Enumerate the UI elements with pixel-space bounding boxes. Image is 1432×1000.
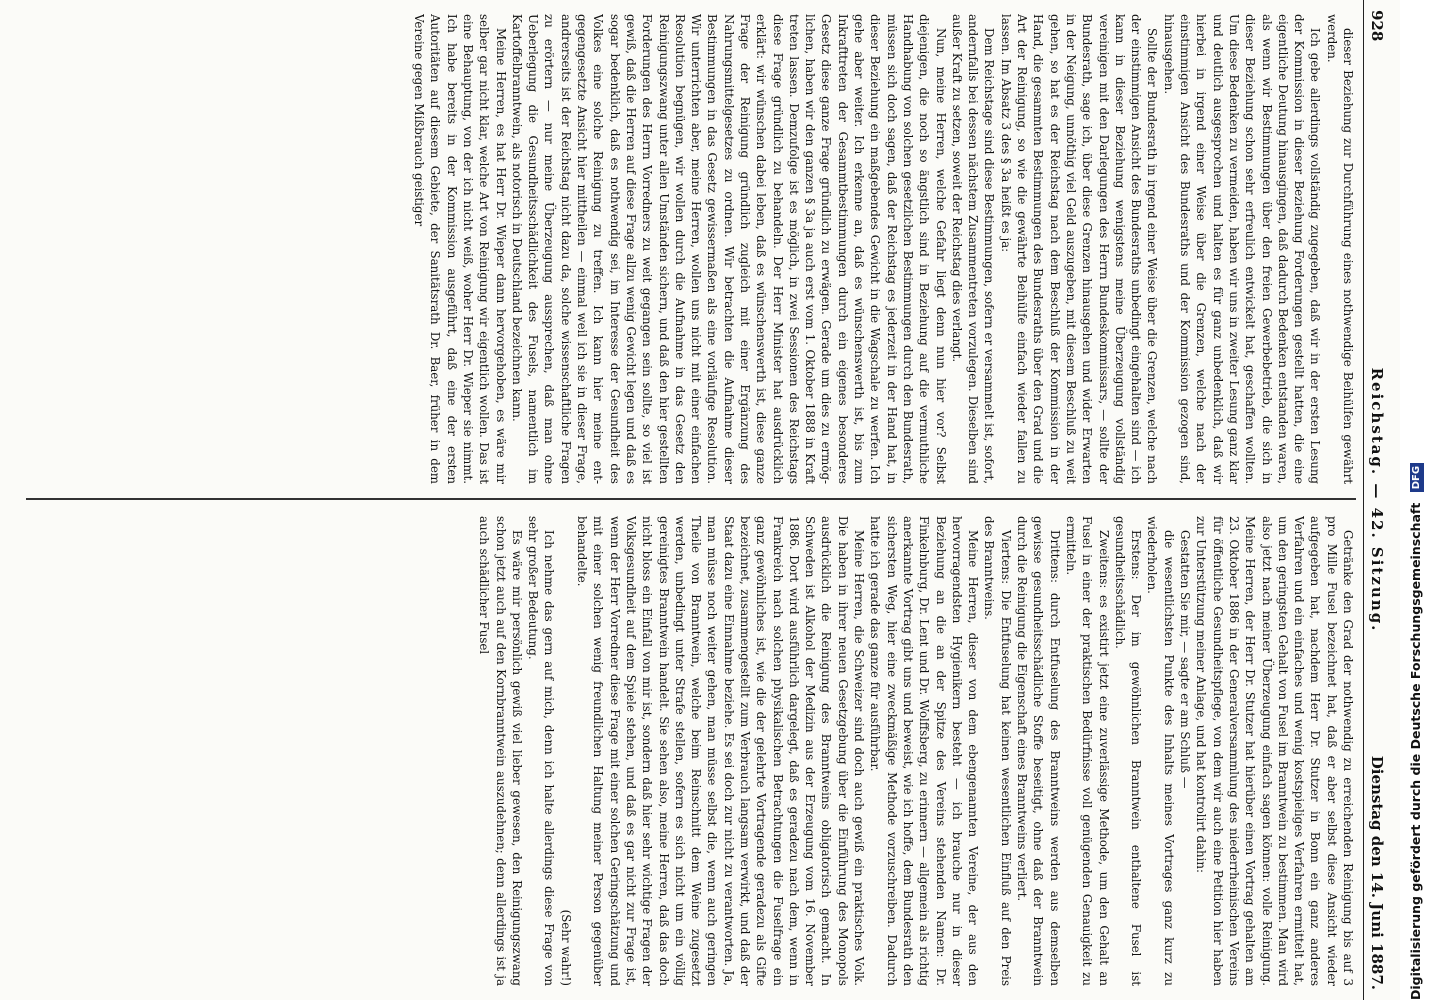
paragraph: Meine Herren, die Schweizer sind doch auch gewiß ein praktisches Volk. Die haben in ihrer neuen Gesetzgebung über die Einführung des Monopols ausdrücklich die Reinigung des Branntweins obligatorisch gemacht. In Schweden ist Alkohol der Medizin aus der Erzeugung vom 16. November 1886. Dort wird ausführlich dargelegt, daß es geradezu nach dem, wenn in Frankreich nach solchen physikalischen Betrachtungen die Fuselfrage ein ganz gewöhnliches ist, wie die der gelehrte Vortragende geradezu als Gifte bezeichnet, zusammengestellt zum Verbrauch langsam verwirkt, und daß der Staat dazu eine Einnahme beziehe. Es sei doch zur nicht zu verantworten. Ja, man müsse noch weiter gehen, man müsse selbst die, wenn auch geringen Theile von Branntwein, welche beim Reinschnitt dem Weine zugesetzt werden, unbedingt unter Strafe stellen, sofern es sich nicht um ein völlig gereinigtes Branntwein handelt. Sie sehen also, meine Herren, daß das doch nicht bloss ein Einfall von mir ist, sondern daß hier sehr wichtige Fragen der Volksgesundheit auf dem Spiele stehen, und daß es gar nicht zur Frage ist, wenn der Herr Vorredner diese Frage mit einer solchen Geringschätzung und mit einer solchen wenig freundlichen Haltung meiner Person gegenüber behandelte. [575, 516, 867, 986]
paragraph: Drittens: durch Entfuselung des Branntweins werden aus demselben gewisse gesundheitsschädliche Stoffe beseitigt, ohne daß der Branntwein durch die Reinigung die Eigenschaft eines Branntweins verliert. [1015, 516, 1062, 986]
page-date: Dienstag den 14. Juni 1887. [1368, 755, 1386, 990]
left-column [26, 14, 1356, 484]
notice-text: Digitalisierung gefördert durch die Deutsche Forschungsgemeinschaft [1408, 502, 1423, 1000]
dfg-logo: DFG [1410, 463, 1424, 492]
paragraph: Meine Herren, es hat Herr Dr. Wieper dann hervorgehoben, es wäre mir selber gar nicht klar, welche Art von Reinigung wir eigentlich wollen. Das ist eine Behauptung, von der ich nicht weiß, woher Herr Dr. Wieper sie nimmt. Ich habe bereits in der Kommission ausgeführt, daß eine der ersten Autoritäten auf diesem Gebiete, der Sanitätsrath Dr. Baer, früher in dem Vereine gegen Mißbrauch geistiger [412, 14, 508, 484]
right-column [26, 516, 1356, 986]
paragraph: Sollte der Bundesrath in irgend einer Weise über die Grenzen, welche nach der einstimmigen Ansicht des Bundesraths unbedingt eingehalten sind — ich kann in dieser Beziehung wenigstens meine Überzeugung vollständig vereinigen mit den Darlegungen des Herrn Bundeskommissars, — sollte der Bundesrath, sage ich, über diese Grenzen hinausgehen und wider Erwarten in der Neigung, unnöthig viel Geld auszugeben, mit diesem Beschluß zu weit gehen, so hat es der Reichstag nach dem Beschluß der Kommission in der Hand, die gesammten Bestimmungen des Bundesraths über den Grad und die Art der Reinigung, so wie die gewährte Beihülfe einfach wieder fallen zu lassen. Im Absatz 3 des § 3a heißt es ja: [998, 14, 1160, 484]
paragraph: Zweitens: es existirt jetzt eine zuverlässige Methode, um den Gehalt an Fusel in einer der praktischen Bedürfnisse voll genügenden Genauigkeit zu ermitteln. [1063, 516, 1111, 986]
paragraph: Erstens: Der im gewöhnlichen Branntwein enthaltene Fusel ist gesundheitsschädlich. [1112, 516, 1144, 986]
page-title: Reichstag. — 42. Sitzung. [1368, 367, 1386, 633]
page-number: 928 [1368, 10, 1386, 42]
paragraph: Dem Reichstage sind diese Bestimmungen, sofern er versammelt ist, sofort, andernfalls bei dessen nächstem Zusammentreten vorzulegen. Dieselben sind außer Kraft zu setzen, soweit der Reichstag dies verlangt. [949, 14, 997, 484]
paragraph: Nun, meine Herren, welche Gefahr liegt denn nun hier vor? Selbst diejenigen, die noch so ängstlich sind in Beziehung auf die vermuthliche Handhabung von solchen gesetzlichen Bestimmungen durch den Bundesrath, müssen sich doch sagen, daß der Reichstag es jederzeit in der Hand hat, in dieser Beziehung ein maßgebendes Gewicht in die Wagschale zu werfen. Ich gehe aber weiter. Ich erkenne an, daß es wünschenswerth ist, bis zum Inkrafttreten der Gesammtbestimmungen durch ein eigenes besonderes Gesetz diese ganze Frage gründlich zu erwägen. Gerade um dies zu ermöglichen, haben wir den ganzen § 3a ja auch erst vom 1. Oktober 1888 in Kraft treten lassen. Demzufolge ist es möglich, in zwei Sessionen des Reichstags diese Frage gründlich zu behandeln. Der Herr Minister hat ausdrücklich erklärt: wir wünschen dabei leben, daß es wünschenswerth ist, diese ganze Frage der Reinigung gründlich zugleich mit einer Ergänzung des Nahrungsmittelgesetzes zu ordnen. Wir betrachten die Aufnahme dieser Bestimmungen in das Gesetz gewissermaßen als eine vorläufige Resolution. Wir unterrichten aber, meine Herren, wollen uns nicht mit einer einfachen Resolution begnügen, wir wollen durch die Aufnahme in das Gesetz den Reinigungszwang unter allen Umständen sichern, und daß den hier gestellten Forderungen des Herrn Vorredners zu weit gegangen sein sollte, so viel ist gewiß, daß die Herren auf diese Frage allzu wenig Gewicht legen und daß es sogar bedenklich, daß es nothwendig sei, im Interesse der Gesundheit des Volkes eine solche Reinigung zu treffen. Ich kann hier meine entgegengesetzte Ansicht hier mittheilen — einmal weil ich sie in dieser Frage, andrerseits ist der Reichstag nicht dazu da, solche wissenschaftliche Fragen zu erörtern — nur meine Überzeugung aussprechen, daß man ohne Ueberlegung die Gesundheitsschädlichkeit des Fusels, namentlich im Kartoffelbranntwein, als notorisch in Deutschland bezeichnen kann. [509, 14, 948, 484]
paragraph: Viertens: Die Entfuselung hat keinen wesentlichen Einfluß auf den Preis des Branntweins. [982, 516, 1013, 986]
column-divider [26, 498, 1356, 500]
paragraph: Ich gebe allerdings vollständig zugegeben, daß wir in der ersten Lesung der Kommission in dieser Beziehung Forderungen gestellt hatten, die eine eigentliche Deutung hinausgingen, daß dadurch Bedenken entstanden waren, als wenn wir Bestimmungen über den freien Gewerbebetrieb, die sich in dieser Beziehung schon sehr erfreulich entwickelt hat, geschaffen wollten. Um diese Bedenken zu vermeiden, haben wir uns in zweiter Lesung ganz klar und deutlich ausgesprochen und halten es für ganz unbedenklich, daß wir hierbei in irgend einer Weise über die Grenzen, welche nach der einstimmigen Ansicht des Bundesraths und der Kommission gezogen sind, hinausgehen. [1161, 14, 1323, 484]
paragraph: dieser Beziehung zur Durchführung eines nothwendige Beihülfen gewährt werden. [1324, 14, 1355, 484]
paragraph: Getränke den Grad der nothwendig zu erreichenden Reinigung bis auf 3 pro Mille Fusel bezeichnet hat, daß er aber selbst diese Ansicht wieder aufgegeben hat, nachdem Herr Dr. Stutzer in Bonn ein ganz anderes Verfahren und ein einfaches und wenig kostspieliges Verfahren ermittelt hat, um den geringsten Gehalt von Fusel im Branntwein zu bestimmen. Man wird also jetzt nach meiner Überzeugung einfach sagen können: volle Reinigung. Meine Herren, der Herr Dr. Stutzer hat hierüber einen Vortrag gehalten am 23. Oktober 1886 in der Generalversammlung des niederrheinischen Vereins für öffentliche Gesundheitspflege, von dem wir auch eine Petition hier haben zur Unterstützung meiner Anlage, und hat kontrolirt dahin: [1194, 516, 1355, 986]
digitization-notice [1404, 463, 1428, 1000]
paragraph: (Sehr wahr!) [558, 909, 573, 986]
page-header [1363, 0, 1390, 1000]
paragraph: die wesentlichsten Punkte des Inhalts meines Vortrages ganz kurz zu wiederholen. [1145, 516, 1176, 986]
paragraph: Es wäre mir persönlich gewiß viel lieber gewesen, den Reinigungszwang schon jetzt auch auf den Kornbranntwein auszudehnen; denn allerdings ist ja auch schädlicher Fusel [477, 516, 524, 986]
paragraph: Gestatten Sie mir, — sagte er am Schluß — [1178, 530, 1193, 789]
paragraph: Ich nehme das gern auf mich, denn ich halte allerdings diese Frage von sehr großer Bedeutung. [526, 516, 557, 986]
paragraph: Meine Herren, dieser von dem ebengenannten Vereine, der aus den hervorragendsten Hygienikern besteht — ich brauche nur in dieser Beziehung an die an der Spitze des Vereins stehenden Namen: Dr. Finkelnburg, Dr. Lent und Dr. Wolffsberg, zu erinnern — allgemein als richtig anerkannte Vortrag gibt uns und beweist, wie ich hoffe, dem Bundesrath den sichersten Weg, hier eine zweckmäßige Methode vorzuschreiben. Dadurch hatte ich gerade das ganze für ausführbar. [868, 516, 981, 986]
